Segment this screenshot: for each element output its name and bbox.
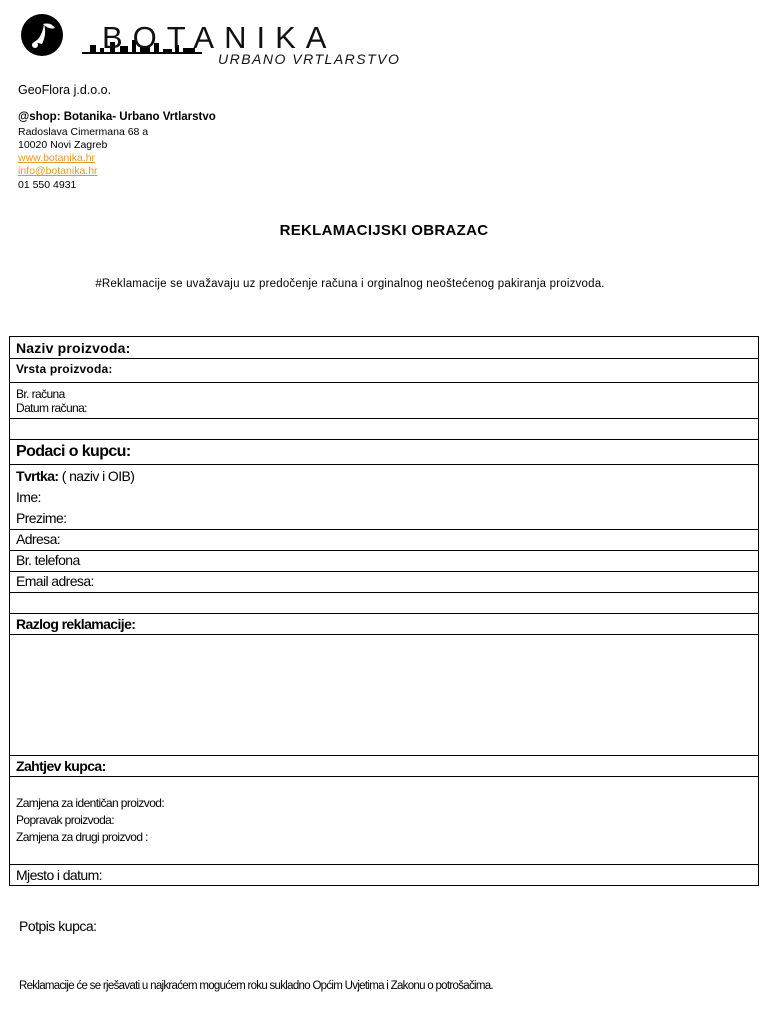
email-link[interactable]: info@botanika.hr [18,165,98,177]
row-email [10,572,759,593]
request-option-repair: Popravak proizvoda: [16,813,114,827]
spacer-cell [10,593,759,614]
row-place-date [10,865,759,886]
logo-wordmark: BOTANIKA [102,20,337,55]
spacer-cell [10,419,759,440]
row-reason-heading [10,614,759,635]
address-line-2: 10020 Novi Zagreb [18,139,108,151]
product-name-field[interactable]: Naziv proizvoda: [10,337,759,359]
address-line-1: Radoslava Cimermana 68 a [18,126,149,138]
complaint-form-table [9,336,759,886]
phone-field[interactable]: Br. telefona [10,551,759,572]
company-label: Tvrtka: [16,468,59,484]
request-option-other: Zamjena za drugi proizvod : [16,830,148,844]
row-address [10,530,759,551]
invoice-number-label: Br. računa [16,387,65,401]
shop-label: @shop [18,111,57,123]
invoice-date-label: Datum računa: [16,401,87,415]
company-line [16,466,752,487]
footer-note: Reklamacije će se rješavati u najkraćem mogućem roku sukladno Općim Uvjetima i Zakonu o potrošačima. [19,980,493,992]
requirements-note: #Reklamacije se uvažavaju uz predočenje računa i orginalnog neoštećenog pakiranja proizvoda. [95,278,605,290]
reason-heading: Razlog reklamacije: [10,614,759,635]
customer-section-heading: Podaci o kupcu: [10,440,759,465]
company-hint: ( naziv i OIB) [58,468,135,484]
row-request-heading [10,756,759,777]
row-spacer-2 [10,593,759,614]
website-link[interactable]: www.botanika.hr [18,152,96,164]
botanika-logo [20,12,410,67]
product-type-field[interactable]: Vrsta proizvoda: [10,359,759,383]
page-title: REKLAMACIJSKI OBRAZAC [279,222,489,239]
row-product-name [10,337,759,359]
company-name: GeoFlora j.d.o.o. [18,83,112,97]
row-phone [10,551,759,572]
last-name-label: Prezime: [16,510,67,526]
request-option-identical: Zamjena za identičan proizvod: [16,796,165,810]
row-spacer-1 [10,419,759,440]
row-request-options [10,777,759,865]
shop-line [18,111,216,123]
row-product-type [10,359,759,383]
row-customer-section [10,440,759,465]
place-date-field[interactable]: Mjesto i datum: [10,865,759,886]
address-field[interactable]: Adresa: [10,530,759,551]
first-name-label: Ime: [16,489,41,505]
invoice-field[interactable] [10,383,759,419]
shop-name: : Botanika- Urbano Vrtlarstvo [56,111,216,123]
request-heading: Zahtjev kupca: [10,756,759,777]
phone-number: 01 550 4931 [18,179,77,191]
signature-label: Potpis kupca: [19,918,97,934]
reason-textarea[interactable] [10,635,759,756]
row-invoice [10,383,759,419]
row-customer-identity [10,465,759,530]
logo-subtitle: URBANO VRTLARSTVO [218,51,401,67]
email-field[interactable]: Email adresa: [10,572,759,593]
customer-identity-field[interactable] [10,465,759,530]
request-options-field[interactable] [10,777,759,865]
row-reason-input [10,635,759,756]
